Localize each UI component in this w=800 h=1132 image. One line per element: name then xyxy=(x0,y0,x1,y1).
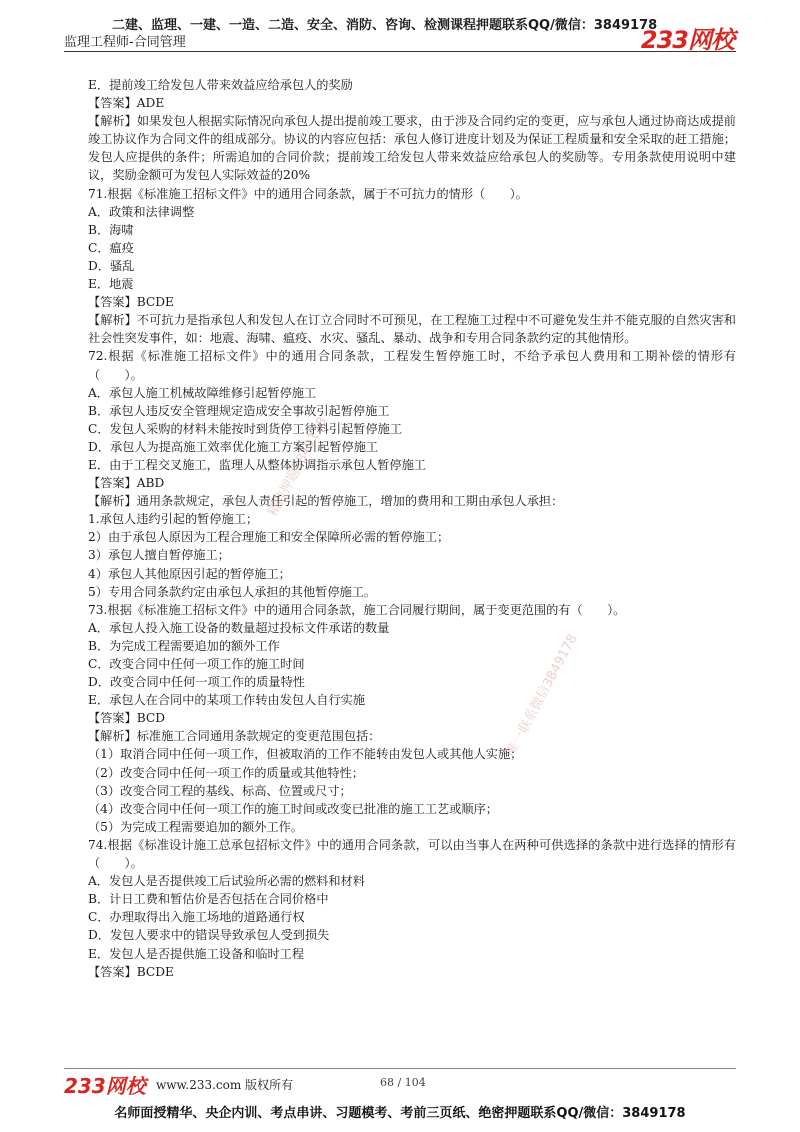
text-line: A．政策和法律调整 xyxy=(88,204,195,219)
header-logo: 233网校 xyxy=(640,26,734,54)
text-line: 【答案】ADE xyxy=(88,96,165,111)
text-line: C．瘟疫 xyxy=(88,240,134,255)
text-line: 5）专用合同条款约定由承包人承担的其他暂停施工。 xyxy=(88,584,377,599)
header-promo: 二建、监理、一建、一造、二造、安全、消防、咨询、检测课程押题联系QQ/微信：3849178 xyxy=(112,18,658,33)
text-line: （4）改变合同中任何一项工作的施工时间或改变已批准的施工工艺或顺序； xyxy=(88,801,498,816)
page-number: 68 / 104 xyxy=(380,1076,426,1089)
text-line: D．承包人为提高施工效率优化施工方案引起暂停施工 xyxy=(88,439,379,454)
text-line: （5）为完成工程需要追加的额外工作。 xyxy=(88,819,303,834)
text-line: C．发包人采购的材料未能按时到货停工待料引起暂停施工 xyxy=(88,421,403,436)
footer-copyright: www.233.com 版权所有 xyxy=(156,1078,294,1092)
text-line: 4）承包人其他原因引起的暂停施工； xyxy=(88,566,291,581)
text-line: E．提前竣工给发包人带来效益应给承包人的奖励 xyxy=(88,78,353,92)
text-line: 74.根据《标准设计施工总承包招标文件》中的通用合同条款，可以由当事人在两种可供选择的条款中进行选择的情形有（ ）。 xyxy=(88,837,736,871)
text-line: E．地震 xyxy=(88,277,134,292)
text-line: 【解析】通用条款规定，承包人责任引起的暂停施工，增加的费用和工期由承包人承担： xyxy=(88,494,564,509)
text-line: E．承包人在合同中的某项工作转由发包人自行实施 xyxy=(88,693,366,708)
text-line: E．发包人是否提供施工设备和临时工程 xyxy=(88,946,305,961)
text-line: 【解析】标准施工合同通用条款规定的变更范围包括： xyxy=(88,729,381,744)
text-line: B．为完成工程需要追加的额外工作 xyxy=(88,638,280,653)
text-line: 3）承包人擅自暂停施工； xyxy=(88,548,230,563)
watermark-right: 唯一联系微信3849178 xyxy=(503,631,581,759)
text-line: A．承包人施工机械故障维修引起暂停施工 xyxy=(88,385,317,400)
text-line: （1）取消合同中任何一项工作，但被取消的工作不能转由发包人或其他人实施； xyxy=(88,747,523,762)
text-line: 71.根据《标准施工招标文件》中的通用合同条款，属于不可抗力的情形（ ）。 xyxy=(88,186,528,201)
text-line: D．发包人要求中的错误导致承包人受到损失 xyxy=(88,928,330,943)
text-line: D．改变合同中任何一项工作的质量特性 xyxy=(88,675,305,690)
text-line: 【答案】ABD xyxy=(88,476,165,491)
text-line: 【解析】不可抗力是指承包人和发包人在订立合同时不可预见，在工程施工过程中不可避免发生并不能克服的自然灾害和社会性突发事件，如：地震、海啸、瘟疫、水灾、骚乱、暴动、战争和专用合同条款约定的其他情形。 xyxy=(88,313,736,346)
text-line: C．改变合同中任何一项工作的施工时间 xyxy=(88,657,305,671)
text-line: D．骚乱 xyxy=(88,258,135,273)
text-line: 72.根据《标准施工招标文件》中的通用合同条款，工程发生暂停施工时，不给予承包人费用和工期补偿的情形有（ ）。 xyxy=(88,349,736,382)
document-body xyxy=(64,76,736,981)
text-line: 【答案】BCDE xyxy=(88,295,174,310)
footer-promo: 名师面授精华、央企内训、考点串讲、习题模考、考前三页纸、绝密押题联系QQ/微信：3849178 xyxy=(114,1106,686,1121)
text-line: B．海啸 xyxy=(88,222,134,237)
text-line: B．计日工费和暂估价是否包括在合同价格中 xyxy=(88,892,329,907)
text-line: （2）改变合同中任何一项工作的质量或其他特性； xyxy=(88,765,364,780)
header-divider xyxy=(64,51,736,52)
text-line: 【答案】BCD xyxy=(88,711,166,726)
text-line: B．承包人违反安全管理规定造成安全事故引起暂停施工 xyxy=(88,403,390,418)
text-line: A．承包人投入施工设备的数量超过投标文件承诺的数量 xyxy=(88,620,390,635)
text-line: C．办理取得出入施工场地的道路通行权 xyxy=(88,910,305,925)
text-line: E．由于工程交叉施工，监理人从整体协调指示承包人暂停施工 xyxy=(88,457,426,472)
text-line: 【解析】如果发包人根据实际情况向承包人提出提前竣工要求，由于涉及合同约定的变更，应与承包人通过协商达成提前竣工协议作为合同文件的组成部分。协议的内容应包括：承包人修订进度计划及为保证工程质量和安全采取的赶工措施；发包人应提供的条件；所需追加的合同价款；提前竣工给发包人带来效益应给承包人的奖励等。专用条款使用说明中建议，奖励金额可为发包人实际效益的20% xyxy=(88,114,736,183)
text-line: 【答案】BCDE xyxy=(88,964,174,979)
watermark-left: 精准押题3849178 xyxy=(265,414,331,519)
text-line: 1.承包人违约引起的暂停施工； xyxy=(88,512,259,527)
text-line: 73.根据《标准施工招标文件》中的通用合同条款，施工合同履行期间，属于变更范围的有（ ）。 xyxy=(88,602,626,617)
header-subject: 监理工程师-合同管理 xyxy=(64,35,186,50)
text-line: 2）由于承包人原因为工程合理施工和安全保障所必需的暂停施工； xyxy=(88,530,450,545)
footer-divider xyxy=(64,1068,736,1069)
text-line: （3）改变合同工程的基线、标高、位置或尺寸； xyxy=(88,783,352,798)
footer-logo: 233网校 xyxy=(64,1074,146,1098)
text-line: A．发包人是否提供竣工后试验所必需的燃料和材料 xyxy=(88,874,365,889)
